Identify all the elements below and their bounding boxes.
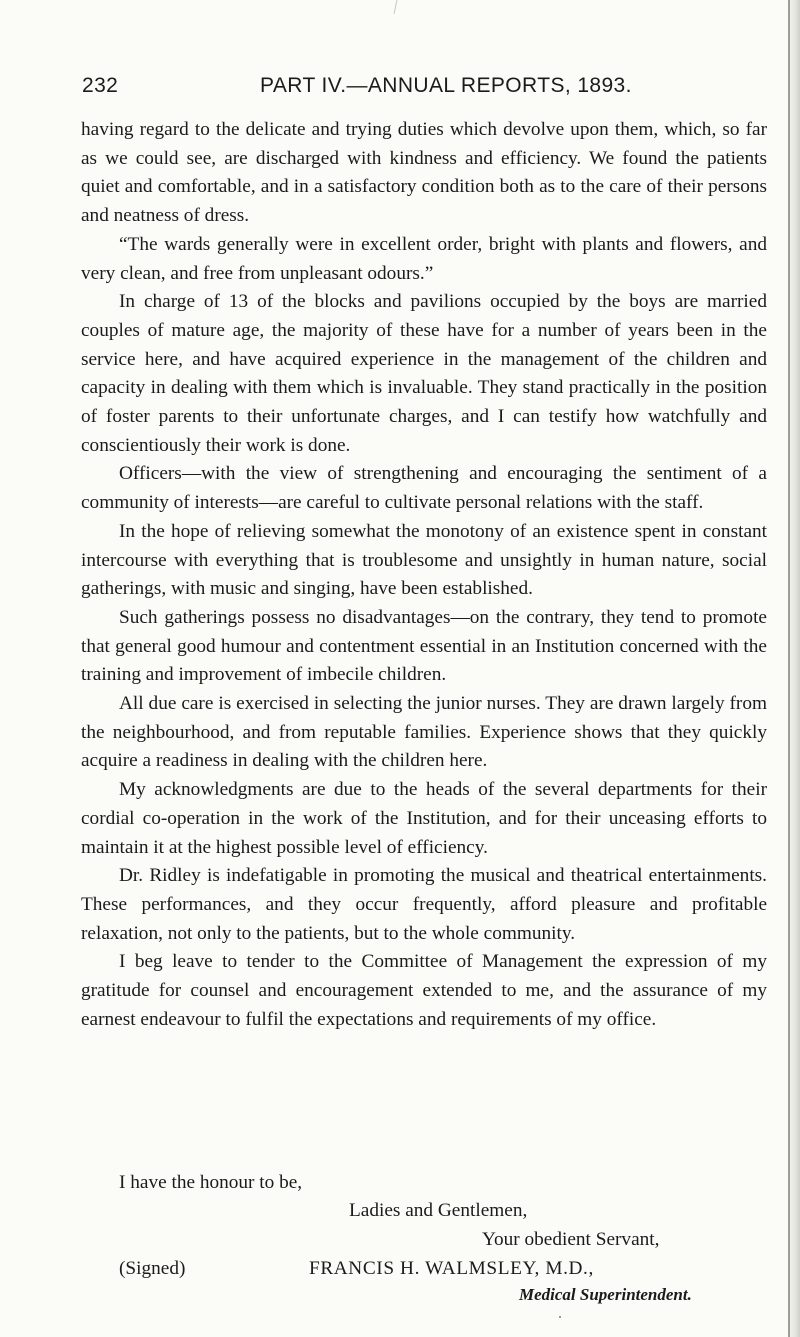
paragraph-quoted-wards: “The wards generally were in excellent order, bright with plants and flowers, and very clean, and free from unpleasant odours.” xyxy=(81,233,767,284)
paragraph-continued: having regard to the delicate and trying duties which devolve upon them, which, so far as we could see, are discharged with kindness and efficiency. We found the patients quiet and comfortable, and in a satisfactory condition both as to the care of their persons and neatness of dress. xyxy=(81,119,767,227)
paragraph-officers: Officers—with the view of strengthening and encouraging the sentiment of a community of interests—are careful to cultivate personal relations with the staff. xyxy=(81,463,767,514)
running-head xyxy=(82,74,762,104)
page-number: 232 xyxy=(82,74,119,97)
print-speck xyxy=(559,1316,561,1318)
closing-honour: I have the honour to be, xyxy=(119,1172,303,1193)
paragraph-gatherings-benefits: Such gatherings possess no disadvantages—on the contrary, they tend to promote that general good humour and contentment essential in an Institution concerned with the training and improvement of imbecile children. xyxy=(81,606,767,686)
paragraph-junior-nurses: All due care is exercised in selecting the junior nurses. They are drawn largely from the neighbourhood, and from reputable families. Experience shows that they quickly acquire a readiness in dealing with the children here. xyxy=(81,693,767,772)
running-title: PART IV.—ANNUAL REPORTS, 1893. xyxy=(260,74,632,97)
paragraph-married-couples: In charge of 13 of the blocks and pavilions occupied by the boys are married couples of mature age, the majority of these have for a number of years been in the service here, and have acquired experience in the management of the children and capacity in dealing with them which is invaluable. They stand practically in the position of foster parents to their unfortunate charges, and I can testify how watchfully and conscientiously their work is done. xyxy=(81,291,767,456)
paragraph-dr-ridley: Dr. Ridley is indefatigable in promoting the musical and theatrical entertainments. These performances, and they occur frequently, afford pleasure and profitable relaxation, not only to the patients, but to the whole community. xyxy=(81,865,767,944)
report-body xyxy=(81,116,767,1035)
signed-label: (Signed) xyxy=(119,1258,186,1279)
paragraph-gratitude: I beg leave to tender to the Committee of Management the expression of my gratitude for counsel and encouragement extended to me, and the assurance of my earnest endeavour to fulfil the expectations and requirements of my office. xyxy=(81,951,767,1030)
paragraph-acknowledgments: My acknowledgments are due to the heads of the several departments for their cordial co-operation in the work of the Institution, and for their unceasing efforts to maintain it at the highest possible level of efficiency. xyxy=(81,779,767,858)
signatory-name: FRANCIS H. WALMSLEY, M.D., xyxy=(309,1258,594,1279)
fold-mark xyxy=(394,0,398,14)
page-edge-line xyxy=(788,0,790,1337)
signatory-designation: Medical Superintendent. xyxy=(519,1285,692,1304)
closing-servant: Your obedient Servant, xyxy=(482,1229,660,1250)
paragraph-social-gatherings: In the hope of relieving somewhat the monotony of an existence spent in constant intercourse with everything that is troublesome and unsightly in human nature, social gatherings, with music and singing, have been established. xyxy=(81,520,767,600)
closing-salutation: Ladies and Gentlemen, xyxy=(349,1200,528,1221)
